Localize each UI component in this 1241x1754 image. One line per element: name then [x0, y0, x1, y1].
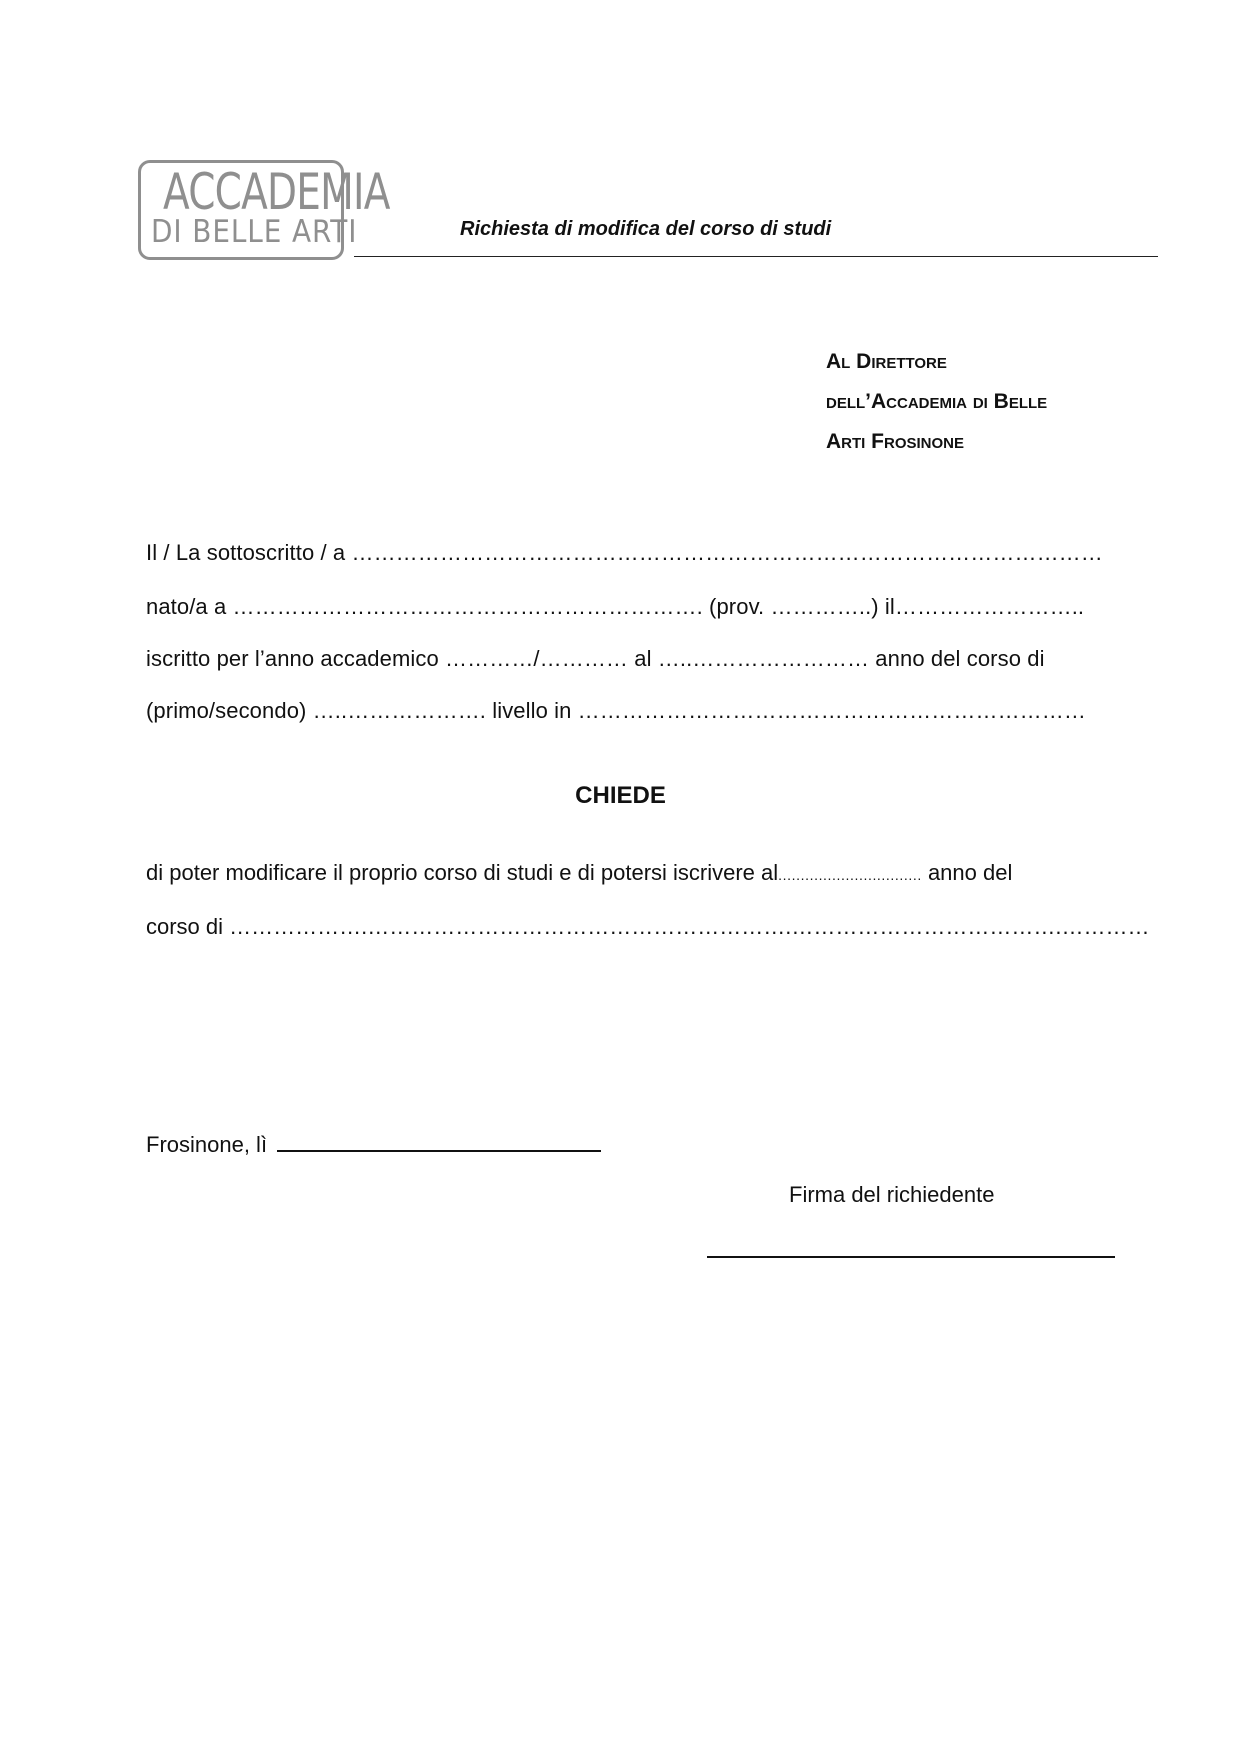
header-divider	[354, 256, 1158, 257]
logo-line-2: DI BELLE ARTI	[151, 214, 358, 250]
request-text: di poter modificare il proprio corso di studi e di potersi iscrivere al	[146, 860, 779, 885]
date-blank-line	[277, 1128, 601, 1152]
form-line-name: Il / La sottoscritto / a …………………………………………………………………………………………	[146, 540, 1103, 565]
request-line-1	[146, 860, 1012, 886]
request-line-2: corso di ……………….………………………………………………….……………………………….…………	[146, 914, 1150, 939]
recipient-block	[826, 342, 1047, 462]
logo-line-1: ACCADEMIA	[163, 163, 390, 221]
form-line-enrollment: iscritto per l’anno accademico …………/………… al …..…………………… anno del corso di	[146, 646, 1045, 671]
section-heading-chiede: CHIEDE	[575, 782, 666, 809]
document-title: Richiesta di modifica del corso di studi	[460, 218, 832, 240]
recipient-line-2: dell’Accademia di Belle	[826, 390, 1048, 413]
academy-logo	[138, 160, 390, 260]
place-date-line	[146, 1128, 601, 1158]
request-text-end: anno del	[921, 860, 1013, 885]
signature-line	[707, 1256, 1115, 1258]
place-date-label: Frosinone, lì	[146, 1132, 274, 1157]
form-line-birth: nato/a a ………………………………………………………. (prov. …………..) il……………………..	[146, 594, 1085, 619]
request-year-blank: ................................	[778, 867, 922, 883]
form-line-level: (primo/secondo) …..………………. livello in ……………………………………………………………	[146, 698, 1086, 723]
recipient-line-3: Arti Frosinone	[826, 430, 964, 453]
recipient-line-1: Al Direttore	[826, 350, 947, 373]
signature-label: Firma del richiedente	[789, 1182, 995, 1207]
